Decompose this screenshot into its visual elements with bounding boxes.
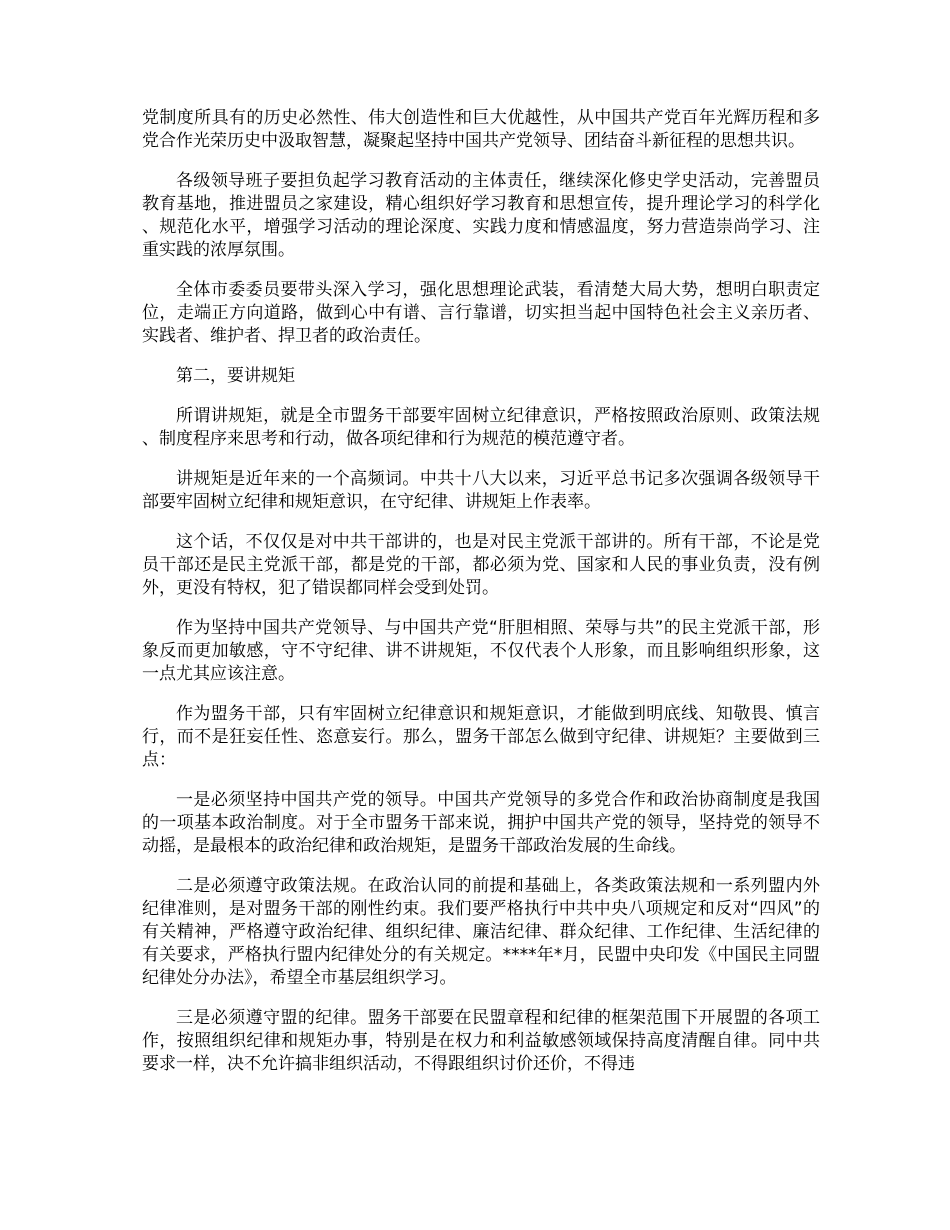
paragraph-5: 所谓讲规矩，就是全市盟务干部要牢固树立纪律意识，严格按照政治原则、政策法规、制度程序来思考和行动，做各项纪律和行为规范的模范遵守者。: [142, 406, 820, 449]
document-page: [142, 107, 820, 1093]
paragraph-9: 作为盟务干部，只有牢固树立纪律意识和规矩意识，才能做到明底线、知敬畏、慎言行，而不是狂妄任性、恣意妄行。那么，盟务干部怎么做到守纪律、讲规矩？主要做到三点：: [142, 704, 820, 770]
paragraph-8: 作为坚持中国共产党领导、与中国共产党“肝胆相照、荣辱与共”的民主党派干部，形象反而更加敏感，守不守纪律、讲不讲规矩，不仅代表个人形象，而且影响组织形象，这一点尤其应该注意。: [142, 618, 820, 684]
paragraph-12: 三是必须遵守盟的纪律。盟务干部要在民盟章程和纪律的框架范围下开展盟的各项工作，按照组织纪律和规矩办事，特别是在权力和利益敏感领域保持高度清醒自律。同中共要求一样，决不允许搞非组织活动，不得跟组织讨价还价，不得违: [142, 1008, 820, 1074]
paragraph-10: 一是必须坚持中国共产党的领导。中国共产党领导的多党合作和政治协商制度是我国的一项基本政治制度。对于全市盟务干部来说，拥护中国共产党的领导，坚持党的领导不动摇，是最根本的政治纪律和政治规矩，是盟务干部政治发展的生命线。: [142, 790, 820, 856]
paragraph-1: 党制度所具有的历史必然性、伟大创造性和巨大优越性，从中国共产党百年光辉历程和多党合作光荣历史中汲取智慧，凝聚起坚持中国共产党领导、团结奋斗新征程的思想共识。: [142, 108, 820, 151]
paragraph-2: 各级领导班子要担负起学习教育活动的主体责任，继续深化修史学史活动，完善盟员教育基地，推进盟员之家建设，精心组织好学习教育和思想宣传，提升理论学习的科学化、规范化水平，增强学习活动的理论深度、实践力度和情感温度，努力营造崇尚学习、注重实践的浓厚氛围。: [142, 171, 820, 260]
paragraph-7: 这个话，不仅仅是对中共干部讲的，也是对民主党派干部讲的。所有干部，不论是党员干部还是民主党派干部，都是党的干部，都必须为党、国家和人民的事业负责，没有例外，更没有特权，犯了错误都同样会受到处罚。: [142, 532, 820, 598]
paragraph-11: 二是必须遵守政策法规。在政治认同的前提和基础上，各类政策法规和一系列盟内外纪律准则，是对盟务干部的刚性约束。我们要严格执行中共中央八项规定和反对“四风”的有关精神，严格遵守政治纪律、组织纪律、廉洁纪律、群众纪律、工作纪律、生活纪律的有关要求，严格执行盟内纪律处分的有关规定。****年*月，民盟中央印发《中国民主同盟纪律处分办法》，希望全市基层组织学习。: [142, 876, 820, 988]
section-heading: 第二，要讲规矩: [176, 366, 295, 386]
paragraph-3: 全体市委委员要带头深入学习，强化思想理论武装，看清楚大局大势，想明白职责定位，走端正方向道路，做到心中有谱、言行靠谱，切实担当起中国特色社会主义亲历者、实践者、维护者、捍卫者的政治责任。: [142, 280, 820, 346]
paragraph-6: 讲规矩是近年来的一个高频词。中共十八大以来，习近平总书记多次强调各级领导干部要牢固树立纪律和规矩意识，在守纪律、讲规矩上作表率。: [142, 469, 820, 512]
